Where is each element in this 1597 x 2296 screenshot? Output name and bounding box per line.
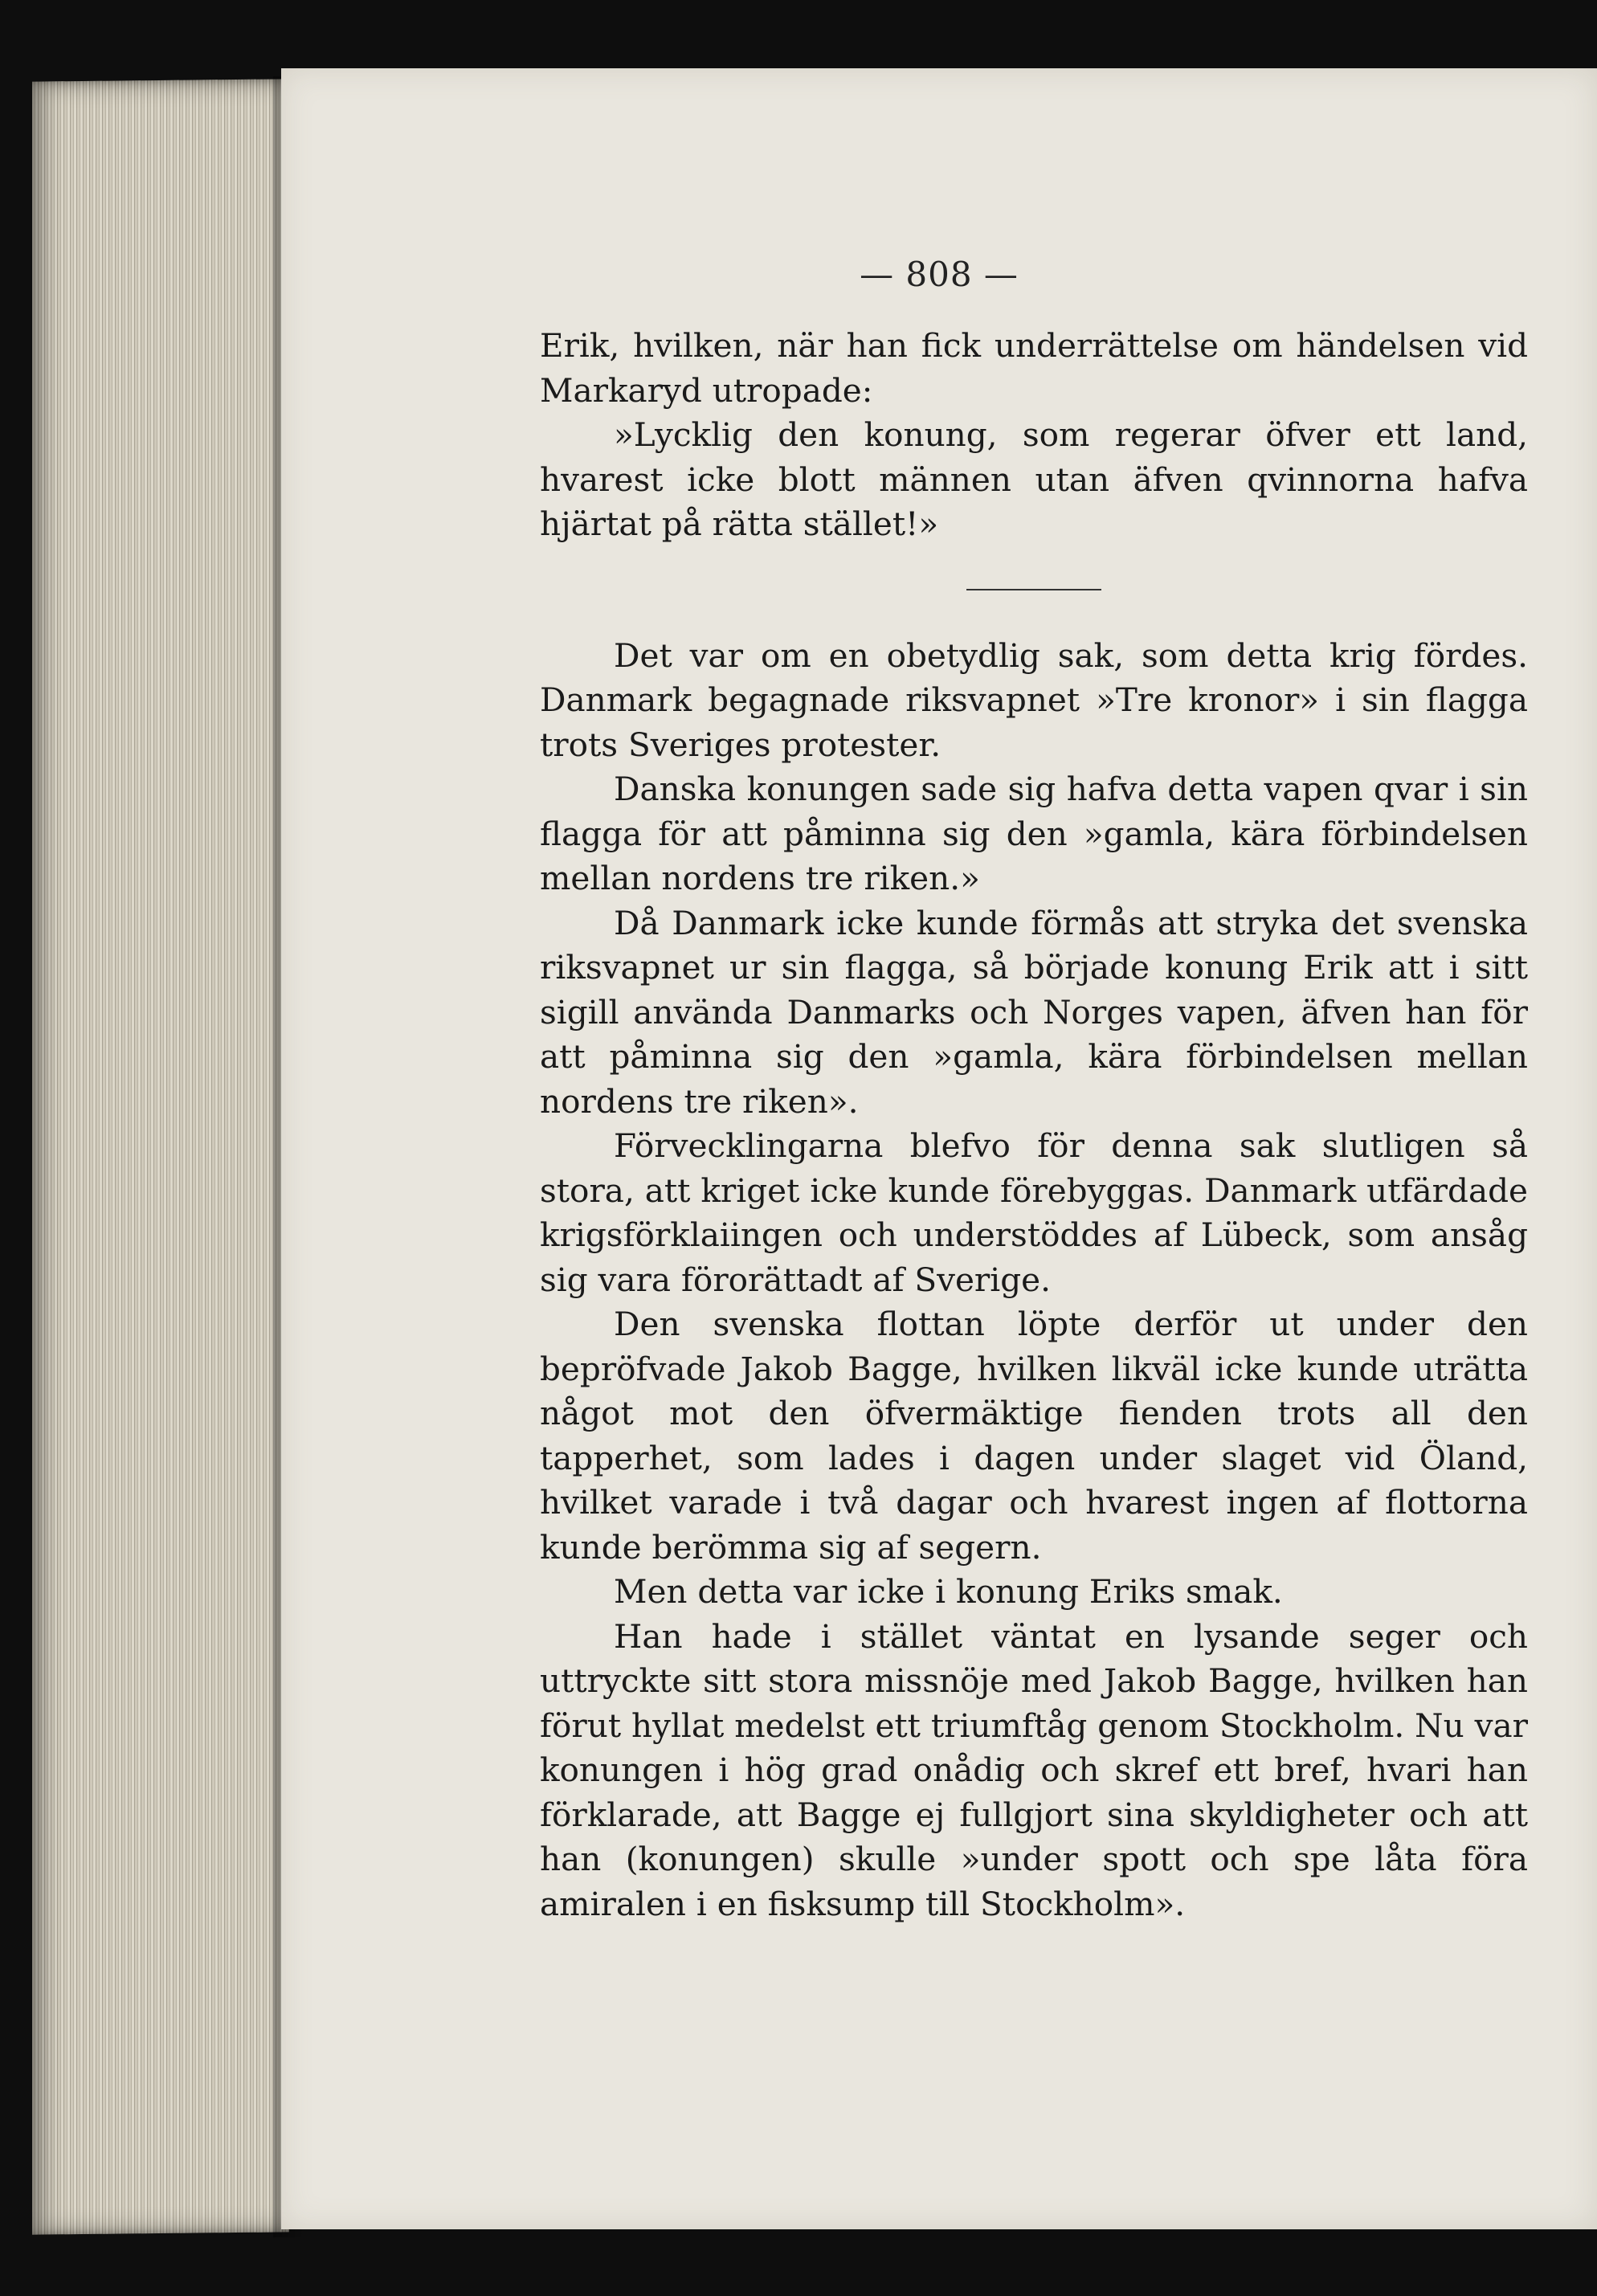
- paragraph: Men detta var icke i konung Eriks smak.: [614, 1572, 1283, 1611]
- page-number: — 808 —: [860, 255, 1019, 294]
- paragraph: »Lycklig den konung, som regerar öfver ett land, hvarest icke blott männen utan äfven qvinnorna hafva hjärtat på rätta stället!»: [540, 415, 1528, 543]
- text-block: [540, 324, 1528, 1926]
- page-edges: [32, 79, 289, 2234]
- book-page: [281, 68, 1597, 2229]
- paragraph: Erik, hvilken, när han fick underrättelse om händelsen vid Markaryd utropade:: [540, 326, 1528, 410]
- paragraph: Danska konungen sade sig hafva detta vapen qvar i sin flagga för att påminna sig den »gamla, kära förbindelsen mellan nordens tre riken.»: [540, 770, 1528, 897]
- paragraph: Det var om en obetydlig sak, som detta krig fördes. Danmark begagnade riksvapnet »Tre kronor» i sin flagga trots Sveriges protester.: [540, 635, 1528, 764]
- paragraph: Då Danmark icke kunde förmås att stryka det svenska riksvapnet ur sin flagga, så började konung Erik att i sitt sigill använda Danmarks och Norges vapen, äfven han för att påminna sig den »gamla, kära förbindelsen mellan nordens tre riken».: [540, 903, 1528, 1121]
- paragraph: Förvecklingarna blefvo för denna sak slutligen så stora, att kriget icke kunde förebyggas. Danmark utfärdade krigsförklaiingen och understöddes af Lübeck, som ansåg sig vara förorättadt af Sverige.: [540, 1126, 1528, 1299]
- book: [32, 68, 1597, 2237]
- paragraph: Han hade i stället väntat en lysande seger och uttryckte sitt stora missnöje med Jakob Bagge, hvilken han förut hyllat medelst ett triumftåg genom Stockholm. Nu var konungen i hög grad onådig och skref ett bref, hvari han förklarade, att Bagge ej fullgjort sina skyldigheter och att han (konungen) skulle »under spott och spe låta föra amiralen i en fisksump till Stockholm».: [540, 1616, 1528, 1923]
- paragraph: Den svenska flottan löpte derför ut under den bepröfvade Jakob Bagge, hvilken likväl icke kunde uträtta något mot den öfvermäktige fienden trots all den tapperhet, som lades i dagen under slaget vid Öland, hvilket varade i två dagar och hvarest ingen af flottorna kunde berömma sig af segern.: [540, 1305, 1528, 1567]
- section-divider: [966, 589, 1101, 590]
